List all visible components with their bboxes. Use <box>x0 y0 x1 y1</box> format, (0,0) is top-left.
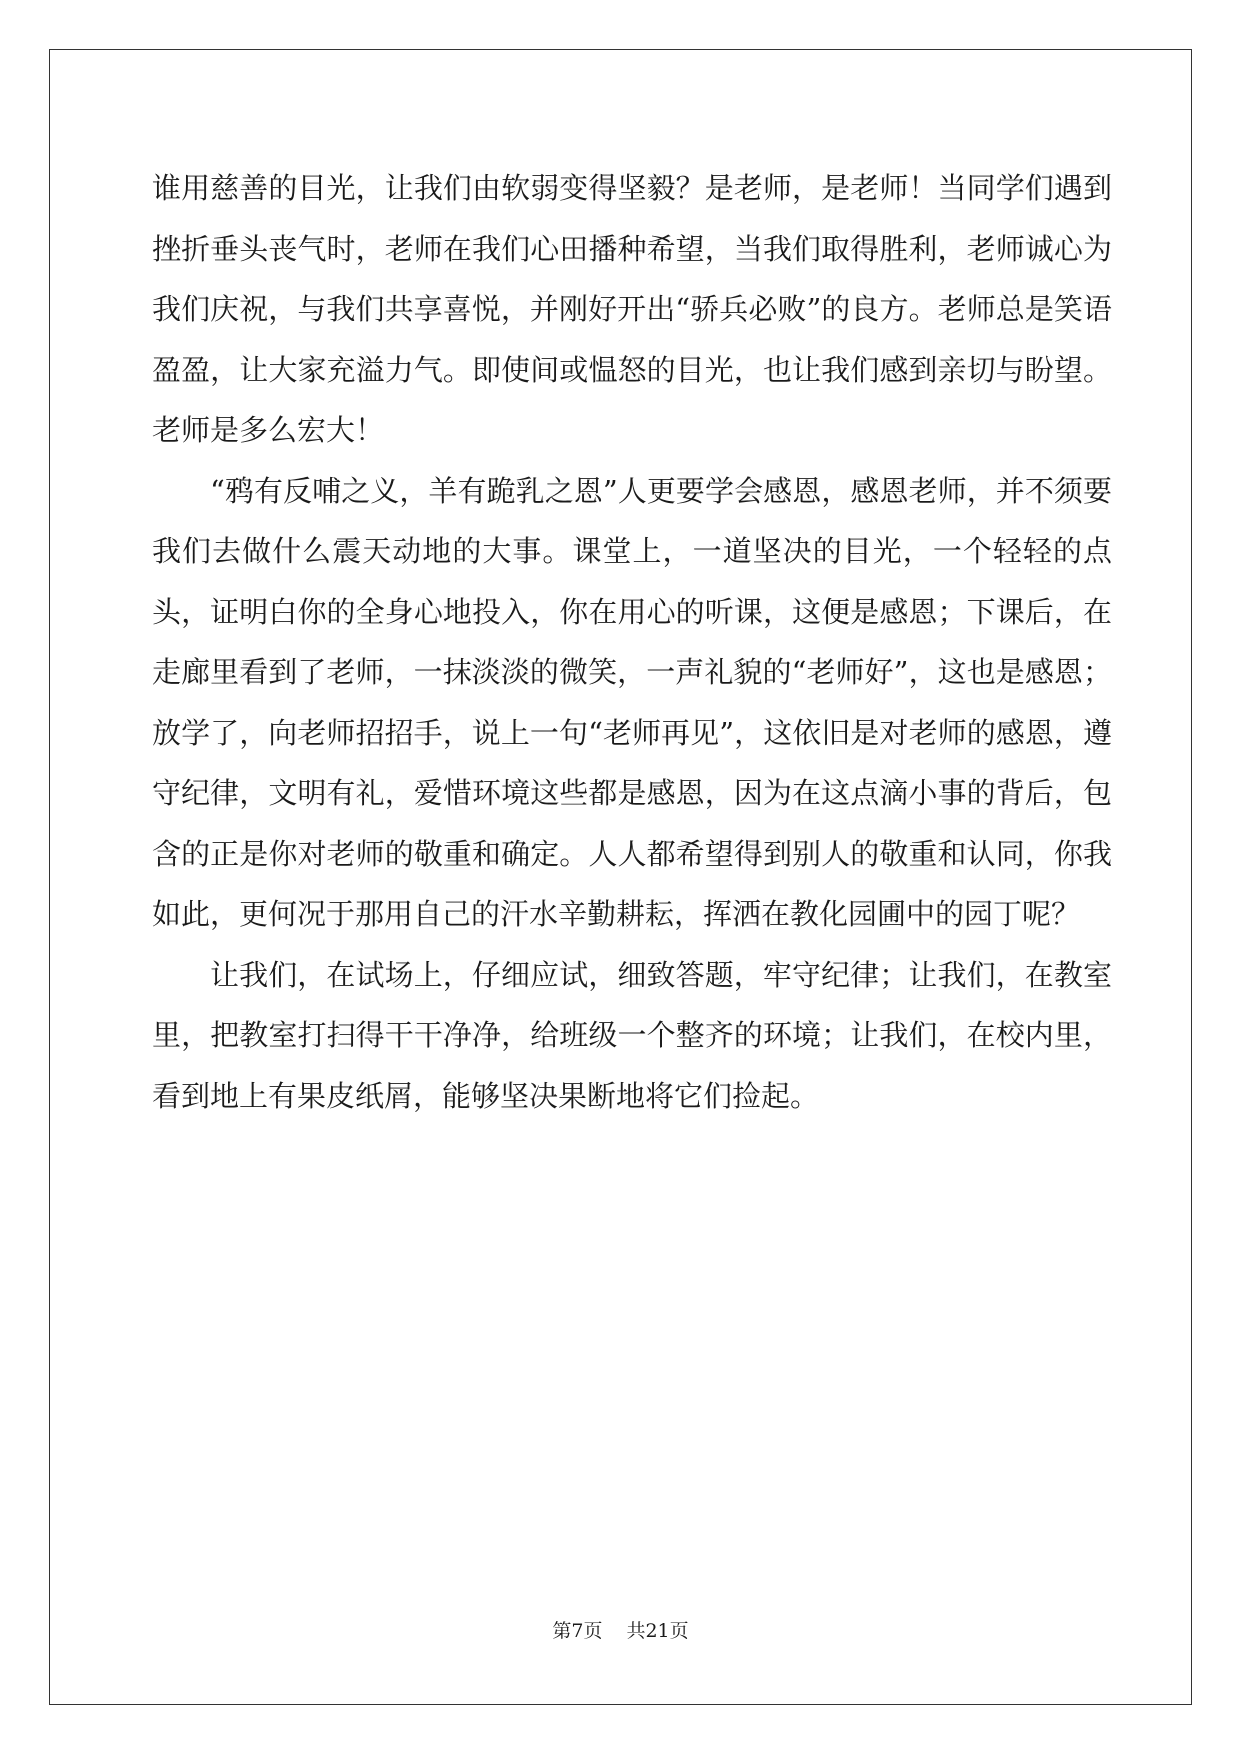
paragraph-3: 让我们，在试场上，仔细应试，细致答题，牢守纪律；让我们，在教室里，把教室打扫得干干净净，给班级一个整齐的环境；让我们，在校内里，看到地上有果皮纸屑，能够坚决果断地将它们捡起。 <box>152 957 1112 1113</box>
paragraph-2: “鸦有反哺之义，羊有跪乳之恩”人更要学会感恩，感恩老师，并不须要我们去做什么震天动地的大事。课堂上，一道坚决的目光，一个轻轻的点头，证明白你的全身心地投入，你在用心的听课，这便是感恩；下课后，在走廊里看到了老师，一抹淡淡的微笑，一声礼貌的“老师好”，这也是感恩；放学了，向老师招招手，说上一句“老师再见”，这依旧是对老师的感恩，遵守纪律，文明有礼，爱惜环境这些都是感恩，因为在这点滴小事的背后，包含的正是你对老师的敬重和确定。人人都希望得到别人的敬重和认同，你我如此，更何况于那用自己的汗水辛勤耕耘，挥洒在教化园圃中的园丁呢？ <box>152 473 1112 931</box>
page-footer <box>0 1616 1241 1643</box>
total-page-count: 共21页 <box>626 1620 689 1642</box>
document-body <box>152 158 1112 1126</box>
current-page-number: 第7页 <box>552 1620 603 1642</box>
paragraph-1: 谁用慈善的目光，让我们由软弱变得坚毅？是老师，是老师！当同学们遇到挫折垂头丧气时，老师在我们心田播种希望，当我们取得胜利，老师诚心为我们庆祝，与我们共享喜悦，并刚好开出“骄兵必败”的良方。老师总是笑语盈盈，让大家充溢力气。即使间或愠怒的目光，也让我们感到亲切与盼望。老师是多么宏大！ <box>152 171 1112 447</box>
